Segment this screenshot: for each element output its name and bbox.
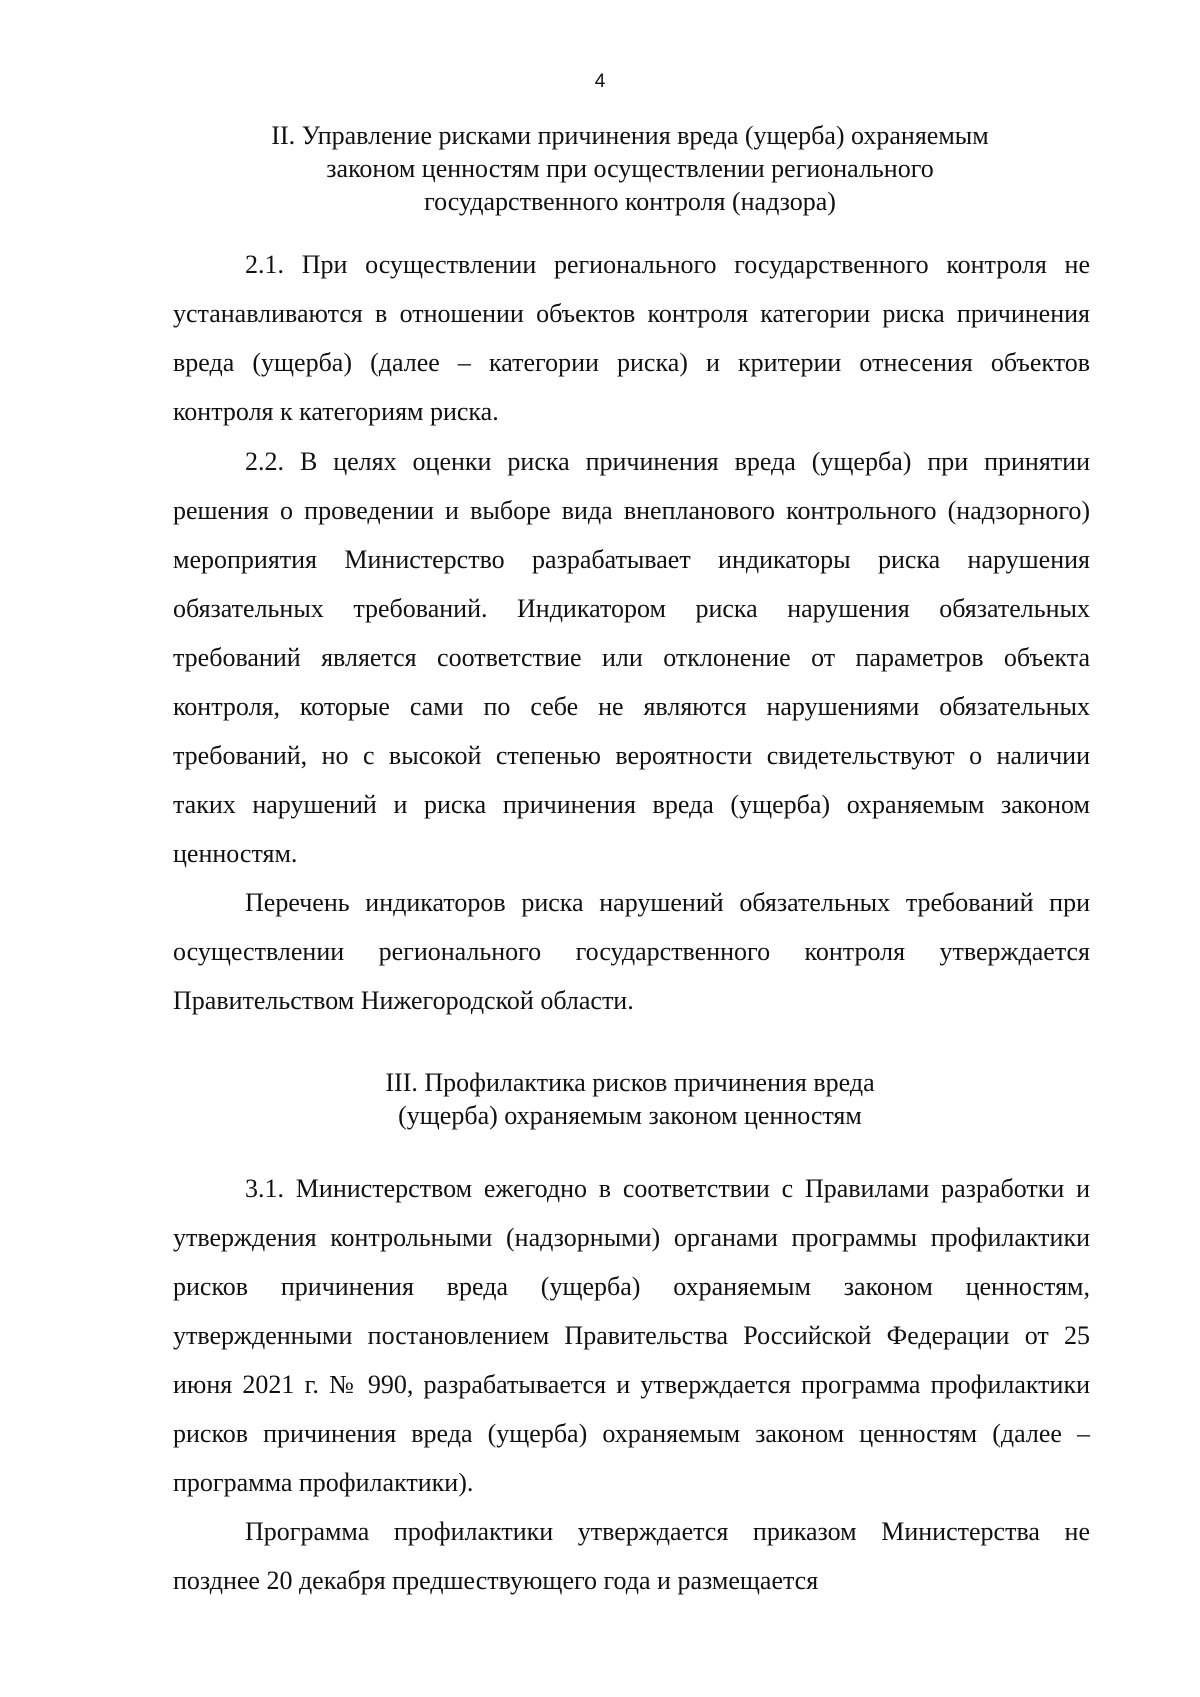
section-2-heading xyxy=(170,119,1090,218)
section-2-heading-line-2: законом ценностям при осуществлении регионального xyxy=(326,154,934,183)
section-2-heading-line-3: государственного контроля (надзора) xyxy=(424,187,836,216)
section-3-heading xyxy=(170,1066,1090,1132)
paragraph-program-approval: Программа профилактики утверждается приказом Министерства не позднее 20 декабря предшествующего года и размещается xyxy=(173,1517,1090,1595)
paragraph-2-1: 2.1. При осуществлении регионального государственного контроля не устанавливаются в отношении объектов контроля категории риска причинения вреда (ущерба) (далее – категории риска) и критерии отнесения объектов контроля к категориям риска. xyxy=(173,250,1090,426)
section-3-heading-line-2: (ущерба) охраняемым законом ценностям xyxy=(398,1101,862,1130)
paragraph-3-1: 3.1. Министерством ежегодно в соответствии с Правилами разработки и утверждения контрольными (надзорными) органами программы профилактики рисков причинения вреда (ущерба) охраняемым законом ценностям, утвержденными постановлением Правительства Российской Федерации от 25 июня 2021 г. № 990, разрабатывается и утверждается программа профилактики рисков причинения вреда (ущерба) охраняемым законом ценностям (далее – программа профилактики). xyxy=(173,1174,1090,1497)
page-number: 4 xyxy=(594,71,606,92)
section-2-heading-line-1: II. Управление рисками причинения вреда (ущерба) охраняемым xyxy=(271,121,989,150)
paragraph-indicators-list: Перечень индикаторов риска нарушений обязательных требований при осуществлении регионального государственного контроля утверждается Правительством Нижегородской области. xyxy=(173,888,1090,1015)
paragraph-2-2: 2.2. В целях оценки риска причинения вреда (ущерба) при принятии решения о проведении и выборе вида внепланового контрольного (надзорного) мероприятия Министерство разрабатывает индикаторы риска нарушения обязательных требований. Индикатором риска нарушения обязательных требований является соответствие или отклонение от параметров объекта контроля, которые сами по себе не являются нарушениями обязательных требований, но с высокой степенью вероятности свидетельствуют о наличии таких нарушений и риска причинения вреда (ущерба) охраняемым законом ценностям. xyxy=(173,447,1090,868)
section-3-heading-line-1: III. Профилактика рисков причинения вреда xyxy=(385,1068,875,1097)
